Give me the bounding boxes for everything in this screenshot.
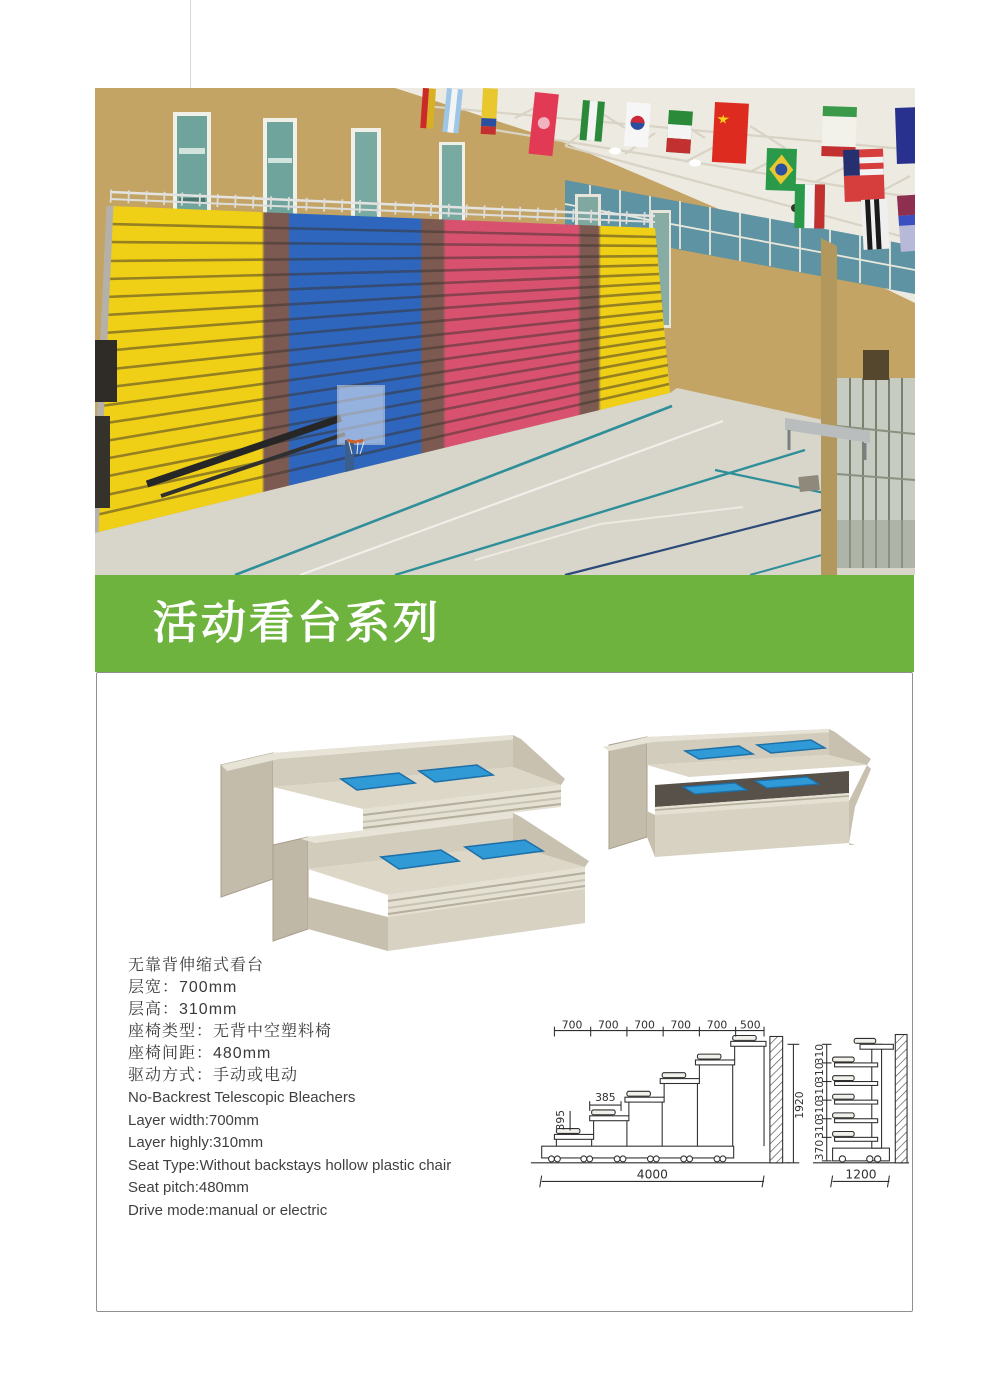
- product-image-retracted: [597, 715, 883, 865]
- drawing-retracted: [813, 1035, 909, 1188]
- flag: [420, 88, 436, 129]
- svg-text:395: 395: [554, 1109, 568, 1131]
- flag: [580, 100, 605, 142]
- svg-text:700: 700: [561, 1019, 583, 1032]
- gym-photo-scene: [95, 88, 915, 575]
- flag: [843, 149, 885, 202]
- spec-en-seat-pitch: Seat pitch:480mm: [128, 1179, 249, 1196]
- svg-text:1920: 1920: [793, 1091, 807, 1119]
- svg-text:700: 700: [634, 1019, 655, 1032]
- dim-top: [554, 1019, 764, 1036]
- flag: [712, 102, 749, 164]
- equipment-dark: [95, 340, 117, 402]
- spec-list: [128, 955, 528, 1222]
- spec-en-seat-type: Seat Type:Without backstays hollow plastic chair: [128, 1156, 452, 1174]
- svg-text:310: 310: [812, 1062, 826, 1083]
- spec-en-drive-mode: Drive mode:manual or electric: [128, 1201, 328, 1219]
- top-divider-line: [190, 0, 191, 88]
- spec-zh-title: 无靠背伸缩式看台: [128, 957, 265, 974]
- spec-en-layer-height: Layer highly:310mm: [128, 1134, 264, 1151]
- content-box: [96, 672, 913, 1312]
- svg-text:1200: 1200: [845, 1167, 877, 1182]
- svg-text:700: 700: [670, 1019, 692, 1032]
- spec-en-title: No-Backrest Telescopic Bleachers: [128, 1089, 356, 1106]
- svg-text:310: 310: [812, 1118, 826, 1139]
- technical-drawing: [527, 1019, 909, 1195]
- spec-zh-layer-width: 层宽：700mm: [128, 979, 238, 996]
- flag: [794, 184, 825, 229]
- gym-photo: [95, 88, 915, 575]
- spec-en-layer-width: Layer width:700mm: [128, 1111, 259, 1129]
- svg-text:500: 500: [740, 1019, 761, 1032]
- svg-text:310: 310: [812, 1081, 826, 1102]
- series-title: 活动看台系列: [153, 598, 442, 648]
- product-image-extended: [213, 717, 591, 951]
- svg-text:700: 700: [706, 1019, 728, 1032]
- dim-stack: [813, 1044, 832, 1161]
- flag: [624, 102, 651, 148]
- spec-zh-layer-height: 层高：310mm: [128, 1001, 238, 1018]
- flag: [861, 199, 890, 250]
- svg-text:385: 385: [595, 1091, 616, 1105]
- svg-text:4000: 4000: [636, 1167, 668, 1182]
- drawing-extended: [531, 1019, 806, 1187]
- svg-text:310: 310: [812, 1043, 826, 1065]
- svg-text:310: 310: [812, 1099, 826, 1121]
- flag: [766, 148, 797, 191]
- spec-zh-seat-pitch: 座椅间距：480mm: [128, 1045, 272, 1062]
- flag: [481, 88, 498, 135]
- spec-zh-seat-type: 座椅类型：无背中空塑料椅: [128, 1023, 333, 1040]
- series-banner: [95, 575, 914, 672]
- spec-zh-drive-mode: 驱动方式：手动或电动: [128, 1067, 299, 1084]
- doorway: [863, 350, 889, 380]
- flag: [666, 110, 693, 154]
- equipment-dark-2: [95, 416, 110, 508]
- flag: [895, 107, 915, 164]
- flag: [821, 106, 857, 157]
- svg-text:370: 370: [812, 1139, 826, 1161]
- svg-text:700: 700: [598, 1019, 619, 1032]
